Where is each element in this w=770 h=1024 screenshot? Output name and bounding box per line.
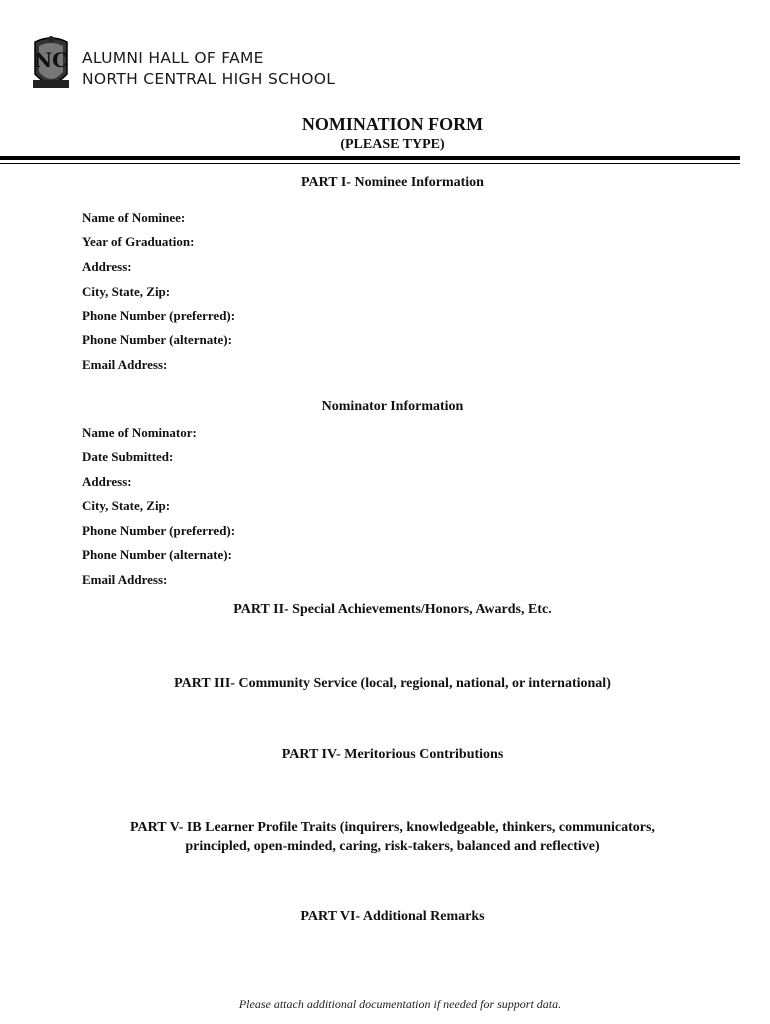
nominee-address-label: Address: (82, 259, 132, 274)
part2-heading: PART II- Special Achievements/Honors, Awards, Etc. (233, 602, 552, 617)
header-divider-thick (0, 156, 740, 160)
nominator-phone-preferred-label: Phone Number (preferred): (82, 523, 236, 538)
part6-heading: PART VI- Additional Remarks (300, 909, 485, 924)
nominee-phone-preferred-label: Phone Number (preferred): (82, 308, 236, 323)
form-title: NOMINATION FORM (301, 114, 484, 134)
nominator-email-label: Email Address: (82, 572, 168, 587)
nominee-name-label: Name of Nominee: (82, 210, 186, 225)
nominee-email-label: Email Address: (82, 357, 168, 372)
nominator-address-label: Address: (82, 474, 132, 489)
svg-text:NC: NC (33, 48, 69, 72)
graduation-year-label: Year of Graduation: (82, 234, 195, 249)
part5-heading-line2: principled, open-minded, caring, risk-takers, balanced and reflective) (185, 839, 600, 854)
nominator-phone-alternate-label: Phone Number (alternate): (82, 547, 232, 562)
nominator-heading: Nominator Information (321, 399, 464, 414)
footer-note: Please attach additional documentation if needed for support data. (238, 997, 562, 1011)
nominator-city-state-zip-label: City, State, Zip: (82, 498, 171, 513)
date-submitted-label: Date Submitted: (82, 449, 174, 464)
school-name-line2: NORTH CENTRAL HIGH SCHOOL (82, 70, 336, 88)
school-name-line1: ALUMNI HALL OF FAME (82, 49, 264, 67)
part1-heading: PART I- Nominee Information (301, 175, 484, 190)
part4-heading: PART IV- Meritorious Contributions (281, 747, 504, 762)
header-divider-thin (0, 163, 740, 164)
form-subtitle: (PLEASE TYPE) (340, 137, 445, 152)
nominee-city-state-zip-label: City, State, Zip: (82, 284, 171, 299)
school-crest-icon (30, 34, 72, 94)
part3-heading: PART III- Community Service (local, regional, national, or international) (174, 676, 611, 691)
nominee-phone-alternate-label: Phone Number (alternate): (82, 332, 232, 347)
part5-heading-line1: PART V- IB Learner Profile Traits (inquirers, knowledgeable, thinkers, communicators, (130, 820, 655, 835)
nominator-name-label: Name of Nominator: (82, 425, 197, 440)
